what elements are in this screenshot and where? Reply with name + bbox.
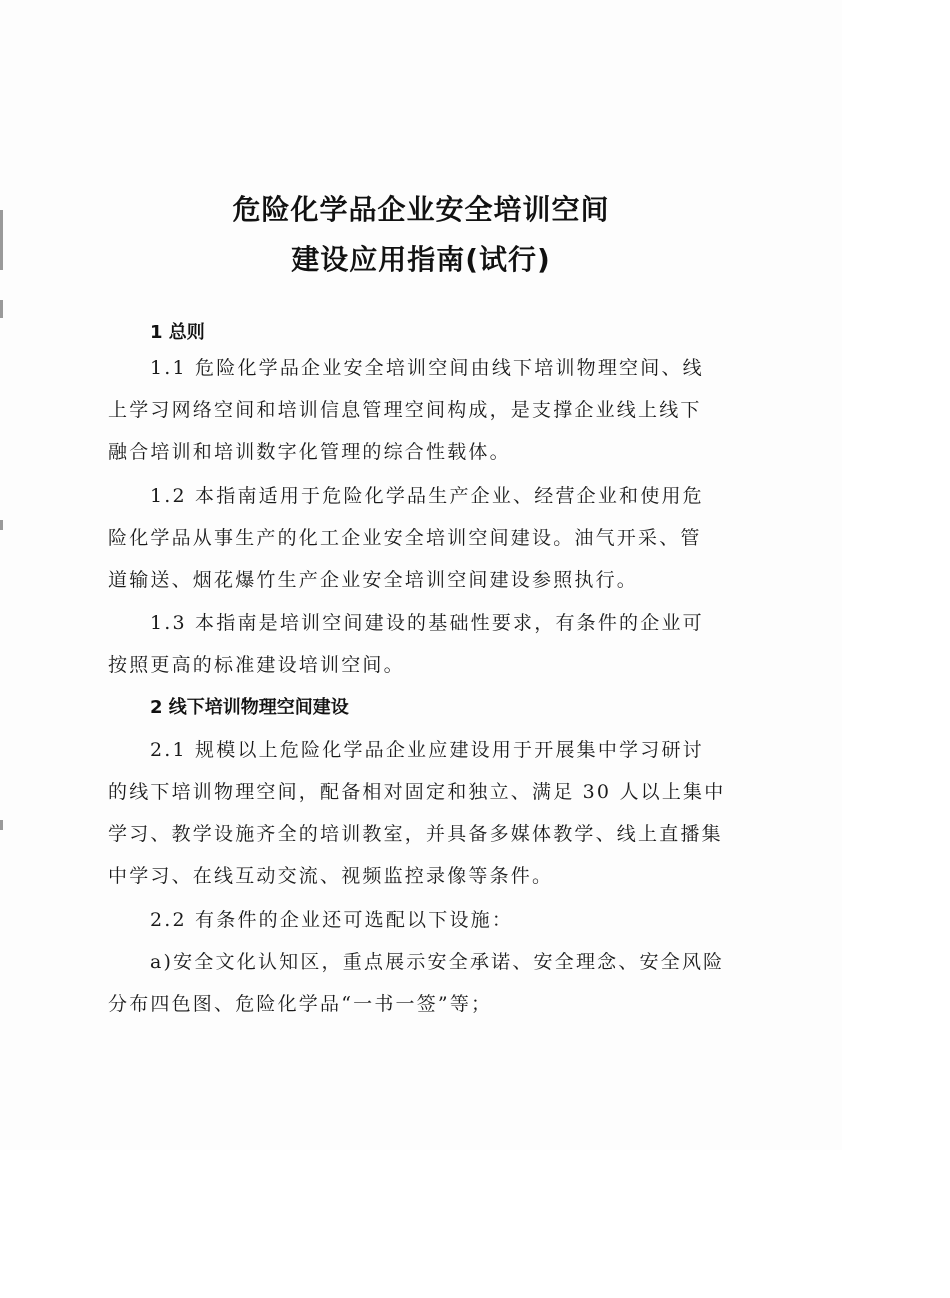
paragraph-1-2-line-1: 1.2 本指南适用于危险化学品生产企业、经营企业和使用危 bbox=[150, 485, 704, 507]
paragraph-2-1-line-3: 学习、教学设施齐全的培训教室，并具备多媒体教学、线上直播集 bbox=[108, 823, 723, 845]
paragraph-1-3-line-2: 按照更高的标准建设培训空间。 bbox=[108, 654, 405, 676]
paragraph-2-2-a-line-2: 分布四色图、危险化学品“一书一签”等； bbox=[108, 993, 493, 1015]
section-heading-2: 2 线下培训物理空间建设 bbox=[150, 697, 349, 718]
paragraph-2-1-line-2: 的线下培训物理空间，配备相对固定和独立、满足 30 人以上集中 bbox=[108, 781, 726, 803]
paragraph-2-1-line-4: 中学习、在线互动交流、视频监控录像等条件。 bbox=[108, 865, 554, 887]
document-title-line-1: 危险化学品企业安全培训空间 bbox=[232, 193, 610, 226]
paragraph-2-2-line-1: 2.2 有条件的企业还可选配以下设施： bbox=[150, 909, 514, 931]
paragraph-2-2-a-line-1: a)安全文化认知区，重点展示安全承诺、安全理念、安全风险 bbox=[150, 951, 725, 973]
paragraph-1-2-line-2: 险化学品从事生产的化工企业安全培训空间建设。油气开采、管 bbox=[108, 527, 702, 549]
paragraph-1-1-line-1: 1.1 危险化学品企业安全培训空间由线下培训物理空间、线 bbox=[150, 357, 704, 379]
section-heading-1: 1 总则 bbox=[150, 322, 205, 343]
paragraph-1-3-line-1: 1.3 本指南是培训空间建设的基础性要求，有条件的企业可 bbox=[150, 612, 704, 634]
document-title-line-2: 建设应用指南(试行) bbox=[291, 243, 551, 276]
paragraph-2-1-line-1: 2.1 规模以上危险化学品企业应建设用于开展集中学习研讨 bbox=[150, 739, 704, 761]
paragraph-1-1-line-3: 融合培训和培训数字化管理的综合性载体。 bbox=[108, 441, 511, 463]
paragraph-1-2-line-3: 道输送、烟花爆竹生产企业安全培训空间建设参照执行。 bbox=[108, 569, 639, 591]
paragraph-1-1-line-2: 上学习网络空间和培训信息管理空间构成，是支撑企业线上线下 bbox=[108, 399, 702, 421]
